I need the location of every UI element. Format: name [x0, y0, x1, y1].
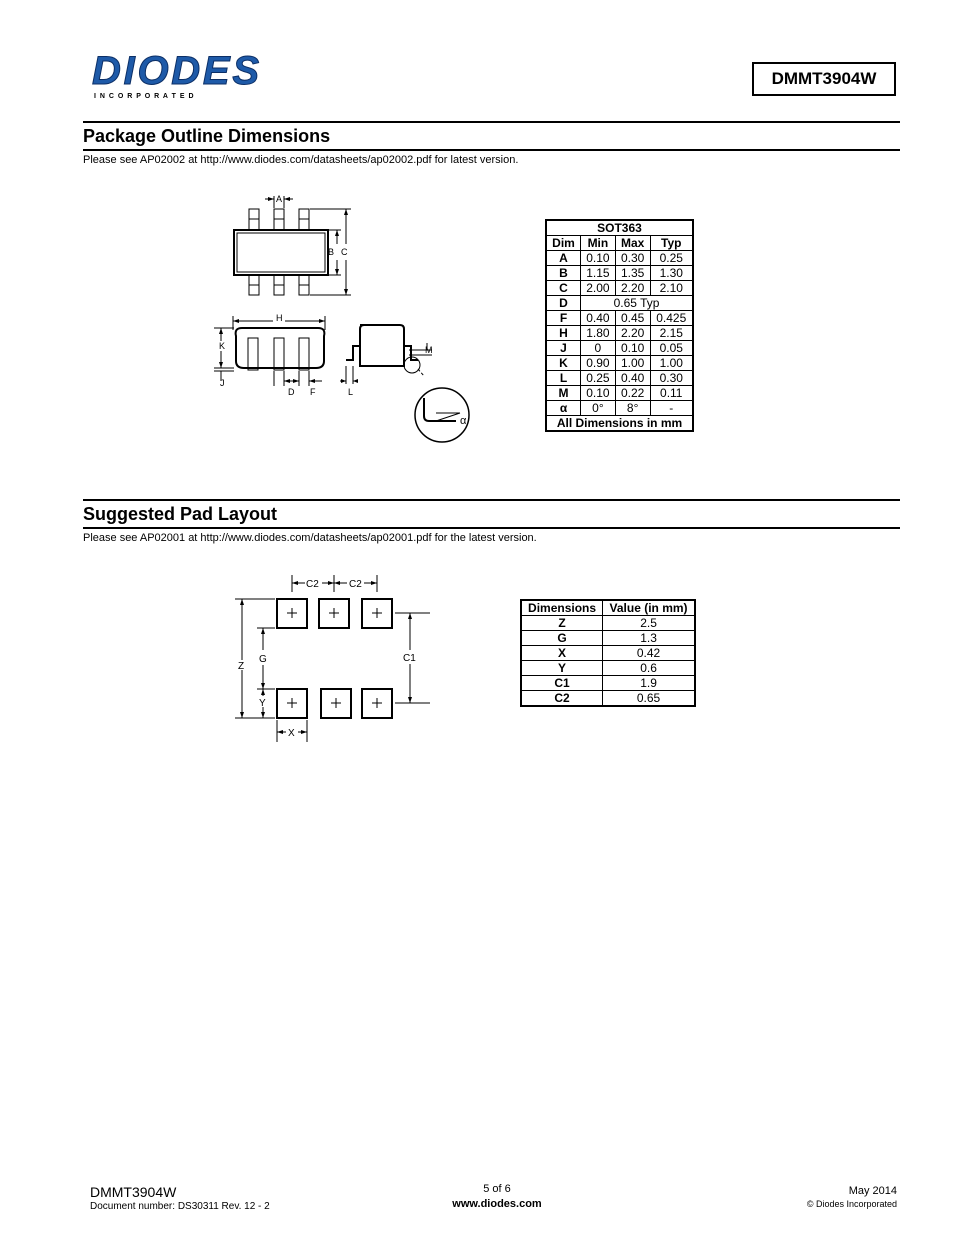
table-row: J 0 0.10 0.05: [546, 341, 693, 356]
part-number-box: DMMT3904W: [752, 62, 896, 96]
dim-label-b: B: [328, 247, 335, 257]
table-row: D 0.65 Typ: [546, 296, 693, 311]
table-row: C 2.00 2.20 2.10: [546, 281, 693, 296]
dim-label-c: C: [341, 247, 348, 257]
pad-label-z: Z: [238, 661, 245, 672]
table-row: Z 2.5: [521, 616, 695, 631]
table-row: K 0.90 1.00 1.00: [546, 356, 693, 371]
pad-label-x: X: [288, 728, 295, 739]
table-title: SOT363: [546, 220, 693, 236]
table-header: Typ: [650, 236, 693, 251]
table-header: Dimensions: [521, 600, 603, 616]
footer-document-number: Document number: DS30311 Rev. 12 - 2: [90, 1201, 270, 1212]
dim-label-a: A: [276, 194, 283, 204]
pad-layout-title: Suggested Pad Layout: [83, 499, 900, 529]
dim-label-alpha: α: [460, 415, 467, 427]
package-outline-title: Package Outline Dimensions: [83, 121, 900, 151]
table-footer: All Dimensions in mm: [546, 416, 693, 432]
svg-text:I N C O R P O R A T E D: I N C O R P O R A T E D: [94, 93, 195, 100]
pad-layout-note: Please see AP02001 at http://www.diodes.com/datasheets/ap02001.pdf for the latest version.: [83, 532, 537, 544]
dim-label-k: K: [219, 341, 226, 351]
table-row: C1 1.9: [521, 676, 695, 691]
footer-date: May 2014: [848, 1185, 897, 1197]
table-row: C2 0.65: [521, 691, 695, 707]
footer-website-link[interactable]: www.diodes.com: [452, 1198, 542, 1210]
svg-text:DIODES: DIODES: [92, 52, 258, 93]
pad-label-c1: C1: [403, 653, 416, 664]
table-row: α 0° 8° -: [546, 401, 693, 416]
table-row: B 1.15 1.35 1.30: [546, 266, 693, 281]
table-row: G 1.3: [521, 631, 695, 646]
table-row: X 0.42: [521, 646, 695, 661]
table-header: Min: [581, 236, 616, 251]
table-header: Max: [615, 236, 650, 251]
package-outline-note: Please see AP02002 at http://www.diodes.com/datasheets/ap02002.pdf for latest version.: [83, 154, 519, 166]
table-row: A 0.10 0.30 0.25: [546, 251, 693, 266]
package-outline-drawing: [210, 188, 480, 450]
footer-part-number: DMMT3904W: [90, 1184, 177, 1200]
table-row: F 0.40 0.45 0.425: [546, 311, 693, 326]
sot363-dimensions-table: [545, 219, 694, 432]
dim-label-f: F: [310, 387, 316, 397]
footer-page-number: 5 of 6: [483, 1183, 511, 1195]
dim-label-l: L: [348, 387, 354, 397]
table-row: M 0.10 0.22 0.11: [546, 386, 693, 401]
dim-label-j: J: [220, 378, 225, 388]
pad-layout-drawing: [225, 570, 440, 748]
footer-copyright: © Diodes Incorporated: [806, 1199, 897, 1209]
table-row: Y 0.6: [521, 661, 695, 676]
dim-label-d: D: [288, 387, 295, 397]
dim-label-h: H: [276, 313, 283, 323]
pad-dimensions-table: [520, 599, 696, 707]
table-row: H 1.80 2.20 2.15: [546, 326, 693, 341]
table-row: L 0.25 0.40 0.30: [546, 371, 693, 386]
pad-label-c2-right: C2: [349, 579, 362, 590]
diodes-logo: [92, 52, 272, 100]
pad-label-c2-left: C2: [306, 579, 319, 590]
pad-label-y: Y: [259, 698, 266, 709]
table-header: Dim: [546, 236, 581, 251]
table-header: Value (in mm): [603, 600, 695, 616]
pad-label-g: G: [259, 654, 267, 665]
dim-label-m: M: [425, 345, 433, 355]
